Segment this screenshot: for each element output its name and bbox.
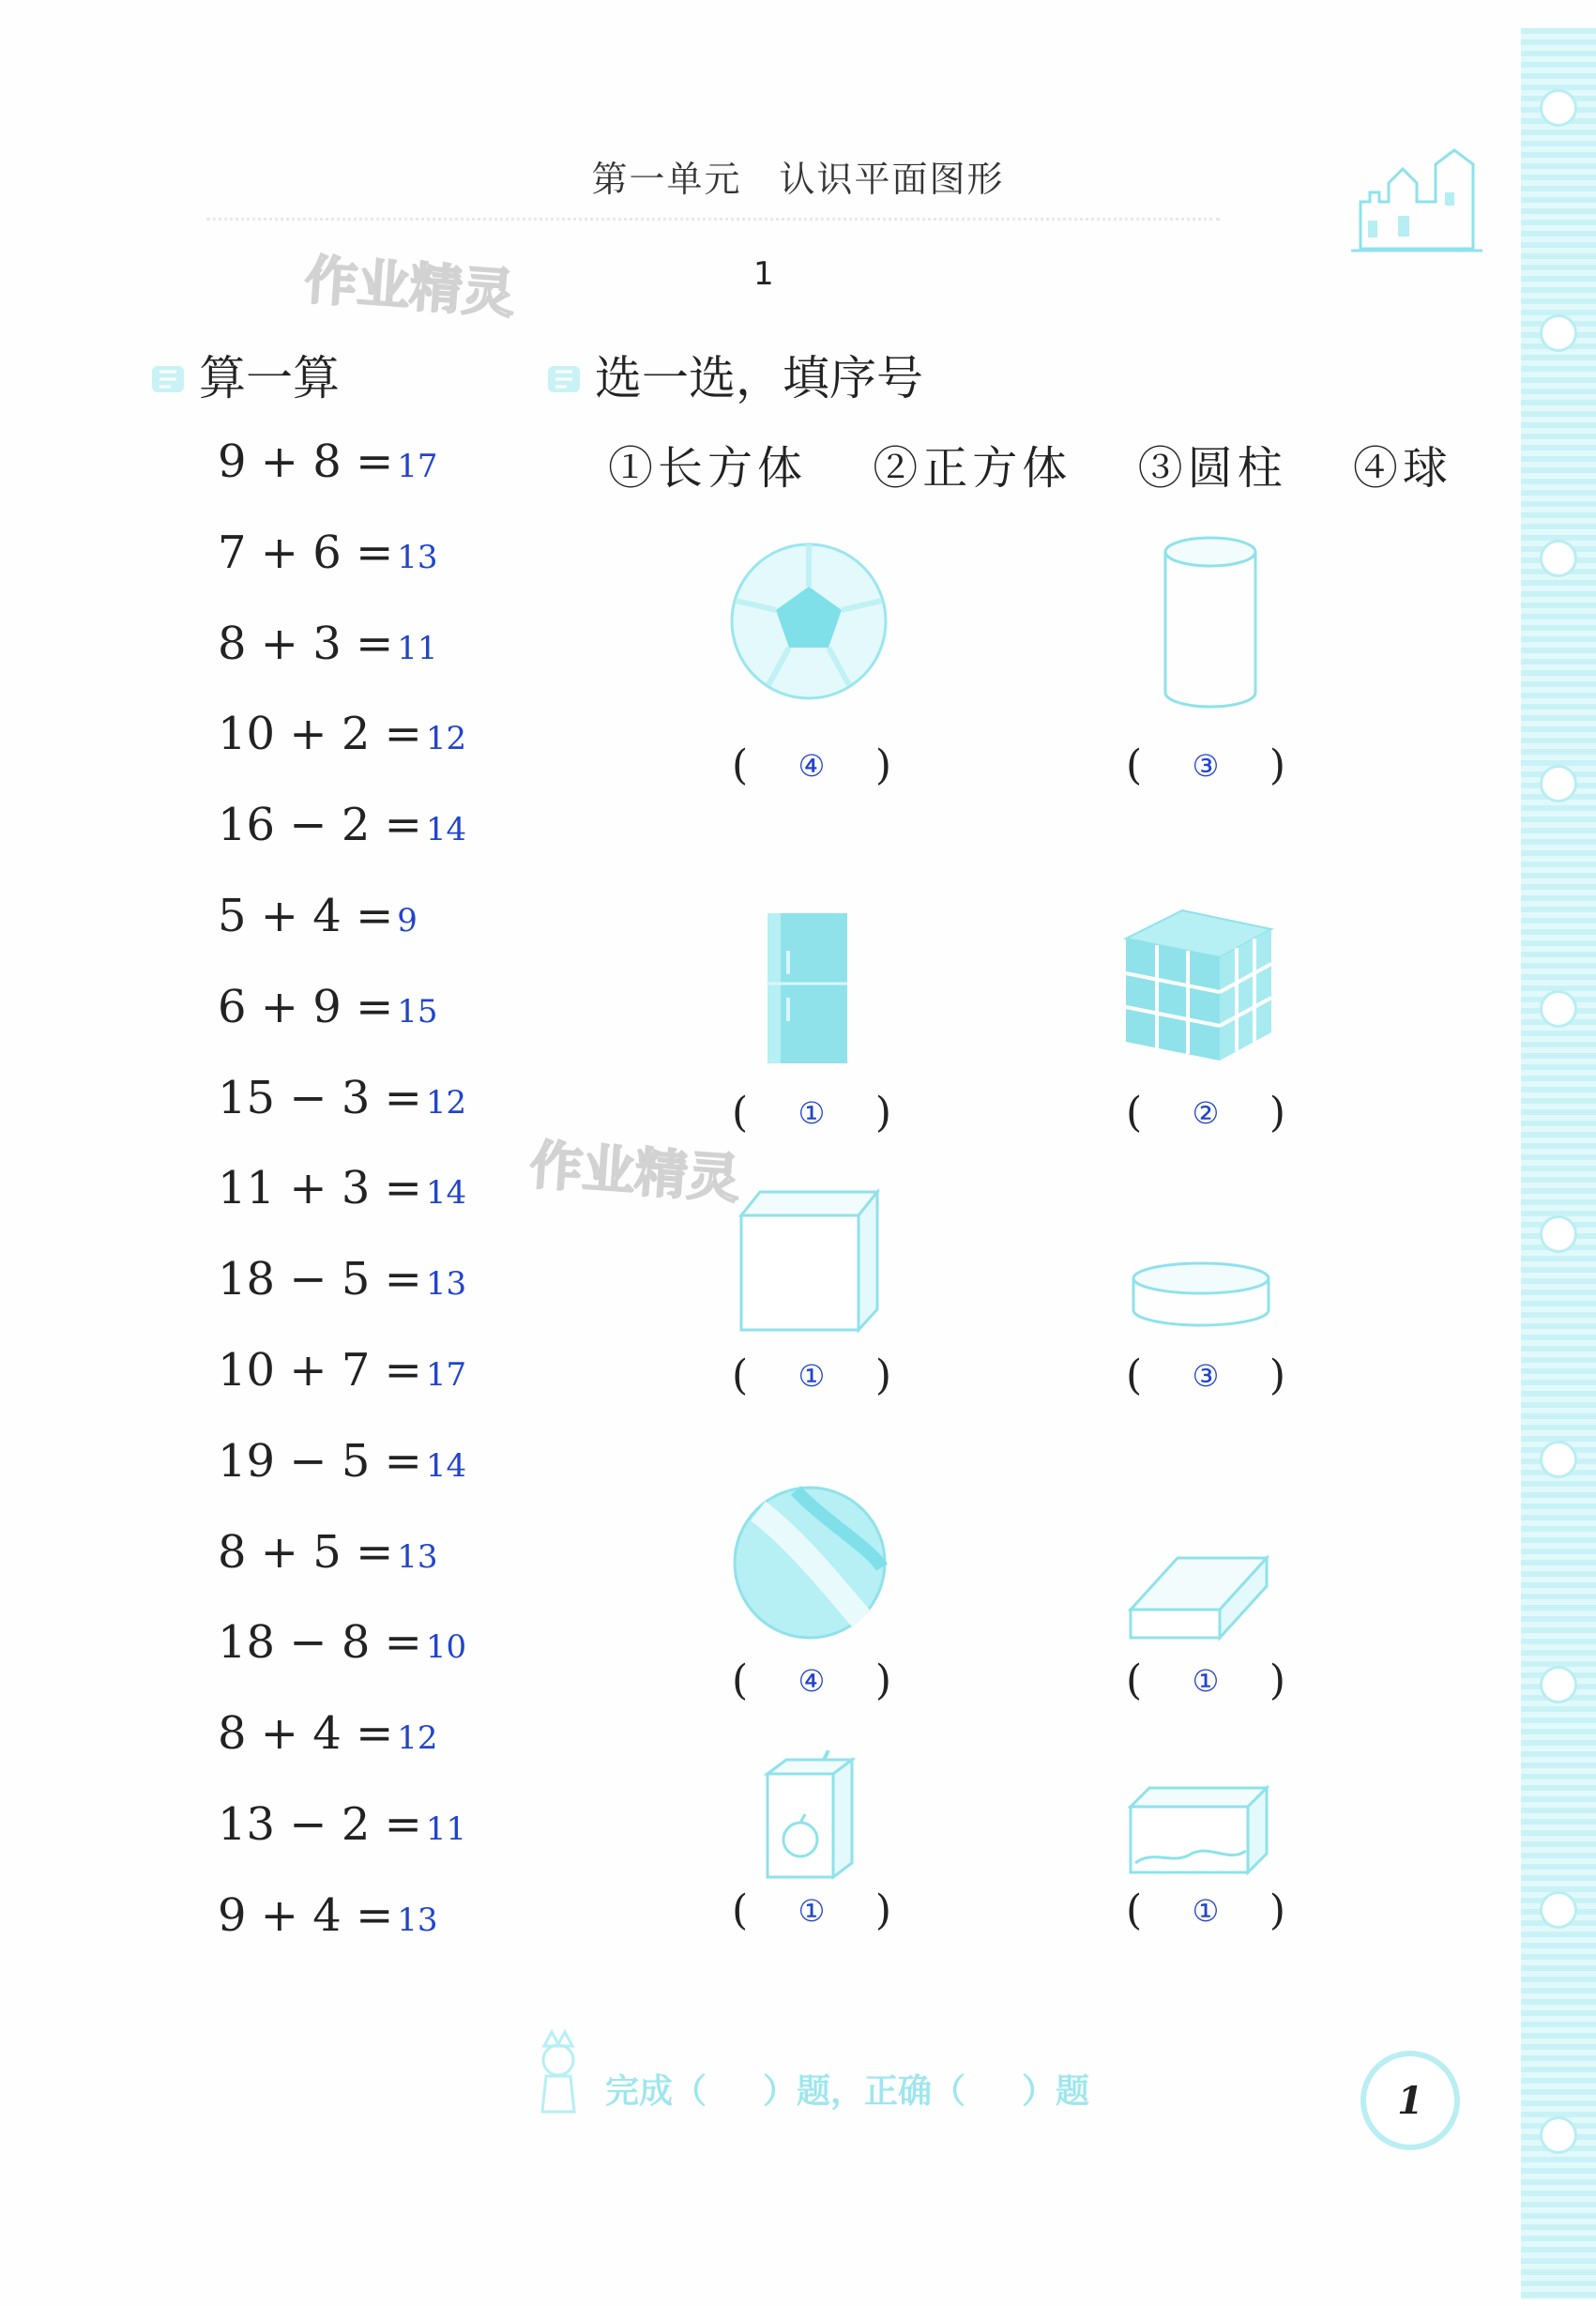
answer: 11	[397, 629, 438, 667]
page-marker: 1	[753, 255, 774, 293]
watermark: 作业精灵	[527, 1135, 742, 1211]
equation-row: 7 + 6 = 13	[218, 526, 438, 579]
option-cuboid: ①长方体	[608, 442, 808, 495]
option-cube: ②正方体	[873, 442, 1072, 495]
answer: 14	[425, 1174, 467, 1213]
equation-row: 9 + 8 = 17	[218, 435, 438, 488]
juice-box-icon	[758, 1750, 861, 1882]
answer-slot: ( ④ )	[732, 1657, 891, 1704]
answer-slot: ( ② )	[1126, 1089, 1285, 1137]
flat-box-icon	[1126, 1549, 1276, 1642]
equation-row: 10 + 2 = 12	[218, 708, 467, 761]
option-cylinder: ③圆柱	[1137, 442, 1287, 495]
mascot-icon	[525, 2027, 591, 2121]
section-title-choose: 选一选，填序号	[546, 341, 923, 408]
answer-slot: ( ① )	[732, 1089, 891, 1137]
binding-ring	[1540, 314, 1577, 352]
binding-ring	[1540, 765, 1577, 802]
answer-slot: ( ① )	[1126, 1886, 1285, 1934]
equation-row: 6 + 9 = 15	[218, 980, 438, 1033]
header-divider	[206, 218, 1220, 221]
progress-footer: 完成（ ）题，正确（ ）题	[605, 2072, 1090, 2111]
answer: 13	[425, 1265, 467, 1304]
equation-list	[218, 434, 537, 1978]
equation-row: 16 − 2 = 14	[218, 799, 467, 852]
unit-label: 第一单元	[591, 159, 742, 200]
answer: 17	[397, 448, 438, 485]
answer-slot: ( ① )	[732, 1886, 891, 1934]
box-icon	[737, 1187, 887, 1337]
answer: 13	[397, 1537, 438, 1576]
answer-slot: ( ① )	[1126, 1657, 1285, 1704]
binding-ring	[1540, 990, 1577, 1028]
section-badge-icon	[546, 360, 582, 396]
answer: 10	[425, 1628, 467, 1667]
answer: 12	[425, 1083, 467, 1122]
flat-cylinder-icon	[1126, 1258, 1276, 1333]
answer: 14	[425, 1446, 467, 1485]
equation-row: 13 − 2 = 11	[218, 1797, 467, 1851]
answer: 12	[425, 720, 467, 758]
rubiks-cube-icon	[1117, 901, 1281, 1065]
equation-row: 8 + 4 = 12	[218, 1707, 438, 1761]
answer: 13	[397, 538, 438, 576]
equation-row: 5 + 4 = 9	[218, 889, 418, 942]
answer-slot: ( ③ )	[1126, 741, 1285, 789]
answer: 15	[397, 992, 438, 1031]
castle-icon	[1351, 145, 1482, 258]
binding-ring	[1540, 1891, 1577, 1929]
option-sphere: ④球	[1352, 442, 1452, 495]
answer-slot: ( ③ )	[1126, 1352, 1285, 1399]
equation-row: 8 + 3 = 11	[218, 617, 438, 670]
cylinder-icon	[1159, 533, 1262, 711]
beach-ball-icon	[730, 1483, 889, 1642]
shape-options	[608, 432, 1499, 496]
binding-ring	[1540, 89, 1577, 127]
equation-row: 10 + 7 = 17	[218, 1343, 467, 1397]
answer-slot: ( ① )	[732, 1352, 891, 1399]
equation-row: 18 − 8 = 10	[218, 1616, 467, 1670]
answer: 11	[425, 1810, 467, 1848]
answer-slot: ( ④ )	[732, 741, 891, 789]
binding-ring	[1540, 1666, 1577, 1703]
equation-row: 11 + 3 = 14	[218, 1162, 467, 1215]
section-badge-icon	[150, 360, 186, 396]
answer: 13	[397, 1901, 438, 1939]
section-title-calc: 算一算	[150, 341, 340, 408]
binding-ring	[1540, 1441, 1577, 1478]
binding-strip	[1521, 28, 1596, 2299]
fish-tank-icon	[1126, 1783, 1276, 1877]
binding-ring	[1540, 1215, 1577, 1253]
watermark: 作业精灵	[302, 250, 517, 326]
answer: 9	[397, 901, 418, 939]
equation-row: 9 + 4 = 13	[218, 1888, 438, 1942]
answer: 12	[397, 1719, 438, 1758]
unit-title: 认识平面图形	[779, 159, 1005, 200]
binding-ring	[1540, 2116, 1577, 2154]
equation-row: 18 − 5 = 13	[218, 1253, 467, 1306]
equation-row: 8 + 5 = 13	[218, 1525, 438, 1579]
soccer-ball-icon	[727, 540, 891, 704]
page-number: 1	[1360, 2051, 1460, 2150]
binding-ring	[1540, 540, 1577, 577]
refrigerator-icon	[758, 909, 857, 1068]
answer: 14	[425, 811, 467, 849]
answer: 17	[425, 1355, 467, 1394]
equation-row: 19 − 5 = 14	[218, 1434, 467, 1488]
equation-row: 15 − 3 = 12	[218, 1071, 467, 1124]
